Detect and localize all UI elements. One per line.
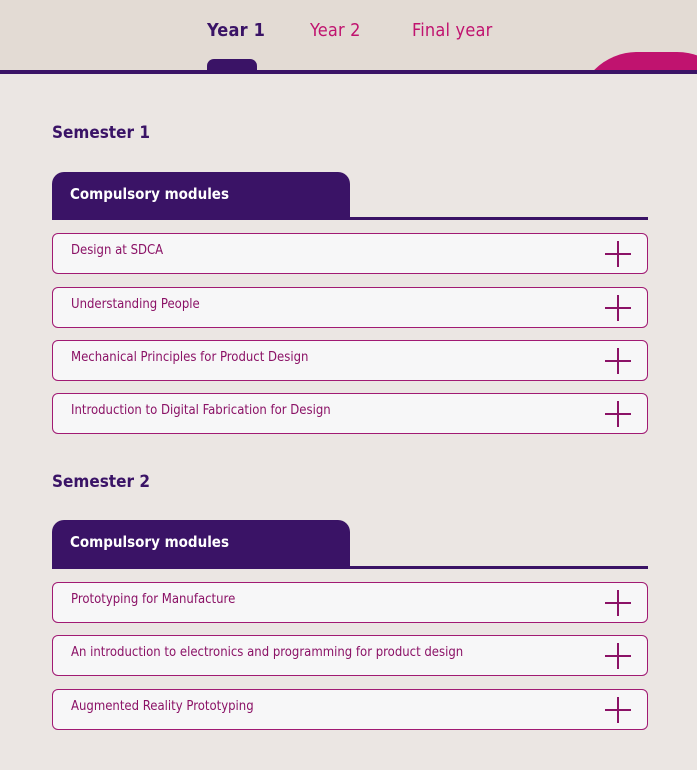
tab-bar-divider [0,70,697,74]
expand-plus-icon[interactable] [605,697,631,723]
group-divider [52,566,648,569]
expand-plus-icon[interactable] [605,401,631,427]
semester-1-group-header [52,172,350,220]
decorative-shape [577,52,697,72]
expand-plus-icon[interactable] [605,590,631,616]
semester-2-title: Semester 2 [52,472,151,492]
year-tab-bar [0,0,697,72]
module-label: An introduction to electronics and programming for product design [71,645,464,660]
module-label: Prototyping for Manufacture [71,592,236,607]
module-label: Understanding People [71,297,200,312]
module-item[interactable] [52,689,648,730]
semester-1-title: Semester 1 [52,123,151,143]
expand-plus-icon[interactable] [605,643,631,669]
module-label: Introduction to Digital Fabrication for Design [71,403,331,418]
expand-plus-icon[interactable] [605,241,631,267]
semester-2-group-header [52,520,350,568]
group-header-label: Compulsory modules [70,185,230,203]
module-item[interactable] [52,287,648,328]
module-label: Mechanical Principles for Product Design [71,350,309,365]
module-item[interactable] [52,393,648,434]
module-item[interactable] [52,582,648,623]
tab-final-year[interactable]: Final year [412,20,493,41]
module-item[interactable] [52,340,648,381]
module-label: Augmented Reality Prototyping [71,699,254,714]
tab-year-1[interactable]: Year 1 [207,20,266,41]
module-item[interactable] [52,233,648,274]
expand-plus-icon[interactable] [605,295,631,321]
tab-year-2[interactable]: Year 2 [310,20,361,41]
group-header-label: Compulsory modules [70,533,230,551]
expand-plus-icon[interactable] [605,348,631,374]
module-item[interactable] [52,635,648,676]
module-label: Design at SDCA [71,243,164,258]
group-divider [52,217,648,220]
